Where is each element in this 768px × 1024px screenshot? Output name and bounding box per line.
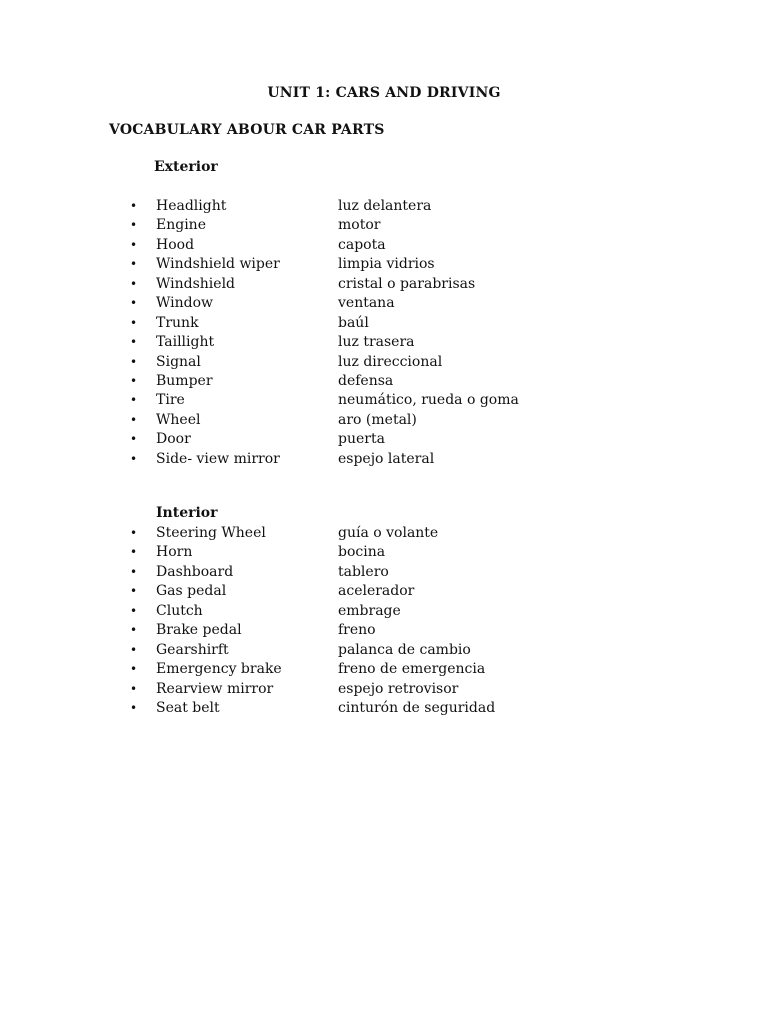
exterior-vocab-item [0,411,768,430]
exterior-vocab-item [0,255,768,274]
exterior-vocab-item [0,391,768,410]
spanish-translation: capota [338,236,386,253]
english-term: Window [156,295,214,312]
interior-vocab-item [0,621,768,640]
bullet-icon: • [130,412,138,427]
spanish-translation: espejo lateral [338,450,435,467]
interior-vocab-item [0,543,768,562]
english-term: Trunk [156,314,199,331]
exterior-heading: Exterior [154,159,218,175]
bullet-icon: • [130,296,138,311]
english-term: Seat belt [156,699,220,716]
exterior-vocab-item [0,314,768,333]
spanish-translation: ventana [338,295,395,312]
spanish-translation: puerta [338,431,385,448]
english-term: Headlight [156,198,227,214]
bullet-icon: • [130,199,138,213]
spanish-translation: freno de emergencia [338,661,486,678]
bullet-icon: • [130,700,138,715]
spanish-translation: aro (metal) [338,411,417,428]
bullet-icon: • [130,335,138,350]
bullet-icon: • [130,354,138,369]
spanish-translation: bocina [338,544,386,561]
spanish-translation: guía o volante [338,525,439,541]
exterior-vocab-item [0,372,768,391]
bullet-icon: • [130,276,138,291]
bullet-icon: • [130,545,138,560]
exterior-vocab-item [0,236,768,255]
exterior-vocab-item [0,430,768,449]
spanish-translation: luz direccional [338,353,443,370]
english-term: Windshield wiper [156,256,280,273]
interior-vocab-item [0,641,768,660]
section-title: VOCABULARY ABOUR CAR PARTS [109,122,385,138]
english-term: Bumper [156,372,213,389]
english-term: Horn [156,544,193,561]
bullet-icon: • [130,373,138,388]
interior-vocab-item [0,699,768,718]
spanish-translation: cristal o parabrisas [338,275,476,292]
spanish-translation: neumático, rueda o goma [338,392,519,409]
english-term: Rearview mirror [156,680,274,697]
english-term: Door [156,431,191,448]
english-term: Tire [156,392,185,409]
english-term: Windshield [156,275,236,292]
english-term: Side- view mirror [156,450,280,467]
spanish-translation: palanca de cambio [338,641,471,658]
exterior-vocab-item [0,275,768,294]
spanish-translation: tablero [338,563,389,580]
english-term: Gas pedal [156,583,227,600]
exterior-vocab-item [0,197,768,216]
english-term: Engine [156,217,206,234]
spanish-translation: acelerador [338,583,415,600]
bullet-icon: • [130,432,138,447]
english-term: Wheel [156,411,201,428]
exterior-vocabulary-list [0,197,768,469]
english-term: Dashboard [156,563,234,580]
interior-heading: Interior [156,505,218,521]
spanish-translation: luz trasera [338,334,415,351]
bullet-icon: • [130,315,138,330]
bullet-icon: • [130,642,138,657]
spanish-translation: motor [338,217,381,234]
spanish-translation: freno [338,622,376,639]
english-term: Hood [156,236,195,253]
english-term: Gearshirft [156,641,229,658]
english-term: Emergency brake [156,661,282,678]
exterior-vocab-item [0,294,768,313]
bullet-icon: • [130,526,138,540]
interior-vocab-item [0,582,768,601]
interior-vocab-item [0,680,768,699]
spanish-translation: espejo retrovisor [338,680,459,697]
bullet-icon: • [130,257,138,272]
interior-vocab-item [0,563,768,582]
interior-vocab-item [0,524,768,543]
spanish-translation: baúl [338,314,369,331]
bullet-icon: • [130,393,138,408]
english-term: Taillight [156,334,215,351]
exterior-vocab-item [0,450,768,469]
bullet-icon: • [130,584,138,599]
english-term: Brake pedal [156,622,242,639]
bullet-icon: • [130,564,138,579]
spanish-translation: defensa [338,372,394,389]
spanish-translation: embrage [338,602,401,619]
bullet-icon: • [130,681,138,696]
interior-vocab-item [0,660,768,679]
document-title: UNIT 1: CARS AND DRIVING [267,85,501,101]
spanish-translation: luz delantera [338,198,432,214]
interior-vocabulary-list [0,524,768,718]
bullet-icon: • [130,237,138,252]
interior-vocab-item [0,602,768,621]
exterior-vocab-item [0,353,768,372]
bullet-icon: • [130,451,138,466]
english-term: Steering Wheel [156,525,266,541]
english-term: Clutch [156,602,203,619]
bullet-icon: • [130,623,138,638]
exterior-vocab-item [0,333,768,352]
bullet-icon: • [130,218,138,233]
english-term: Signal [156,353,201,370]
spanish-translation: limpia vidrios [338,256,435,273]
bullet-icon: • [130,662,138,677]
bullet-icon: • [130,603,138,618]
exterior-vocab-item [0,216,768,235]
spanish-translation: cinturón de seguridad [338,699,496,716]
